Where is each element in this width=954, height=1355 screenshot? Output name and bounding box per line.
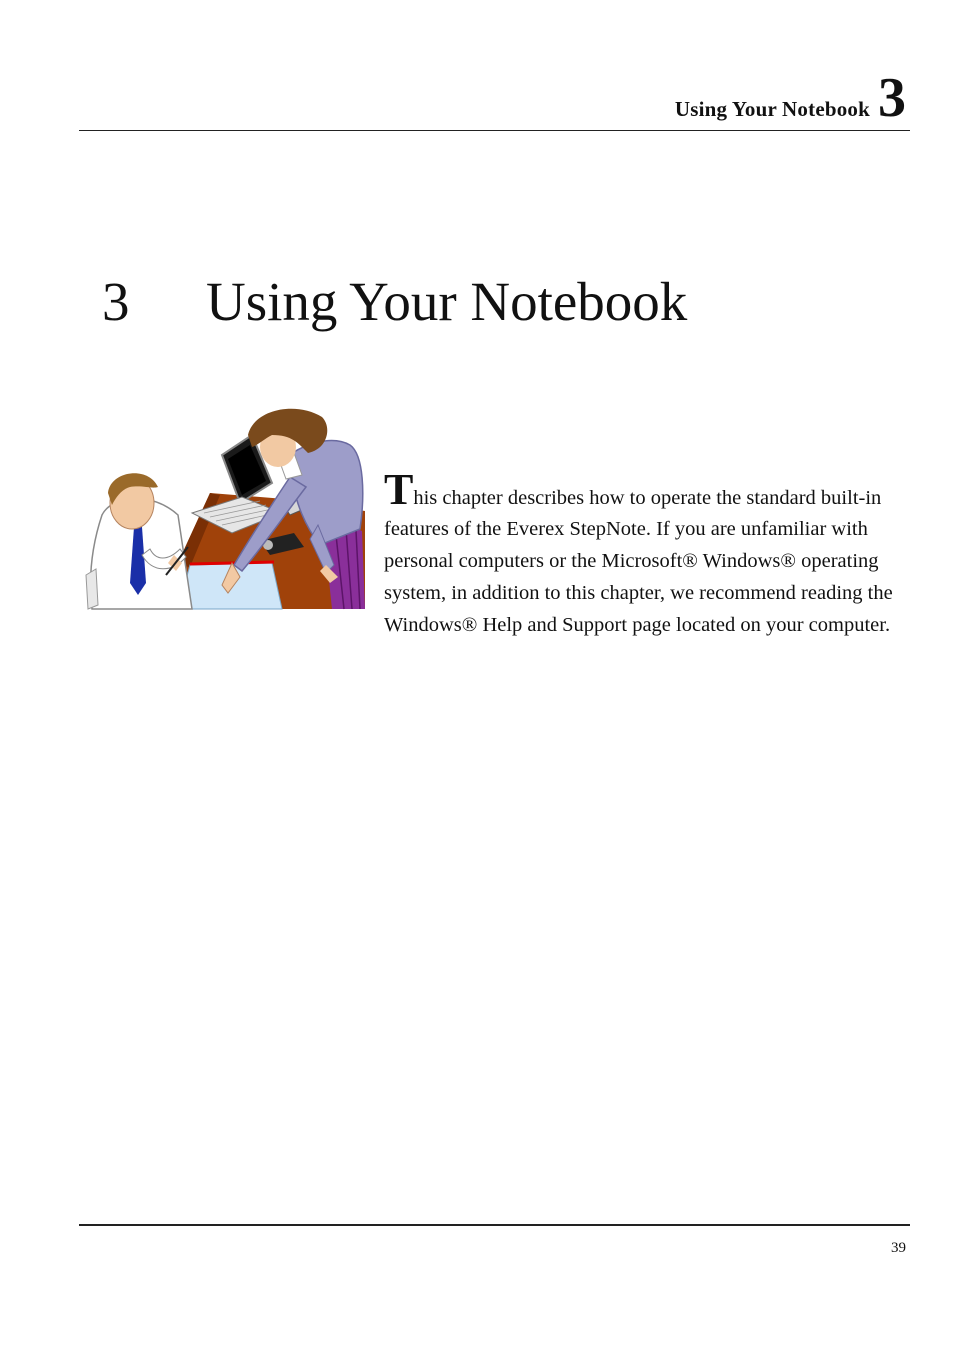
office-workers-illustration — [82, 405, 365, 611]
intro-text: his chapter describes how to operate the standard built-in features of the Everex StepNote. If you are unfamiliar with personal computers or the Microsoft® Windows® operating system, in addition to this chapter, we recommend reading the Windows® Help and Support page located on your computer. — [384, 486, 893, 636]
chapter-number: 3 — [102, 271, 130, 332]
chapter-heading — [102, 272, 687, 333]
intro-paragraph — [384, 464, 904, 642]
header-divider — [79, 130, 910, 131]
chapter-title: Using Your Notebook — [206, 271, 688, 332]
footer-divider — [79, 1224, 910, 1226]
office-workers-clipart-icon — [82, 405, 365, 611]
running-header-title: Using Your Notebook — [674, 97, 870, 121]
running-header-chapter-number: 3 — [878, 67, 906, 129]
drop-cap: T — [384, 464, 414, 514]
running-header — [674, 67, 906, 129]
page-number: 39 — [891, 1240, 906, 1256]
